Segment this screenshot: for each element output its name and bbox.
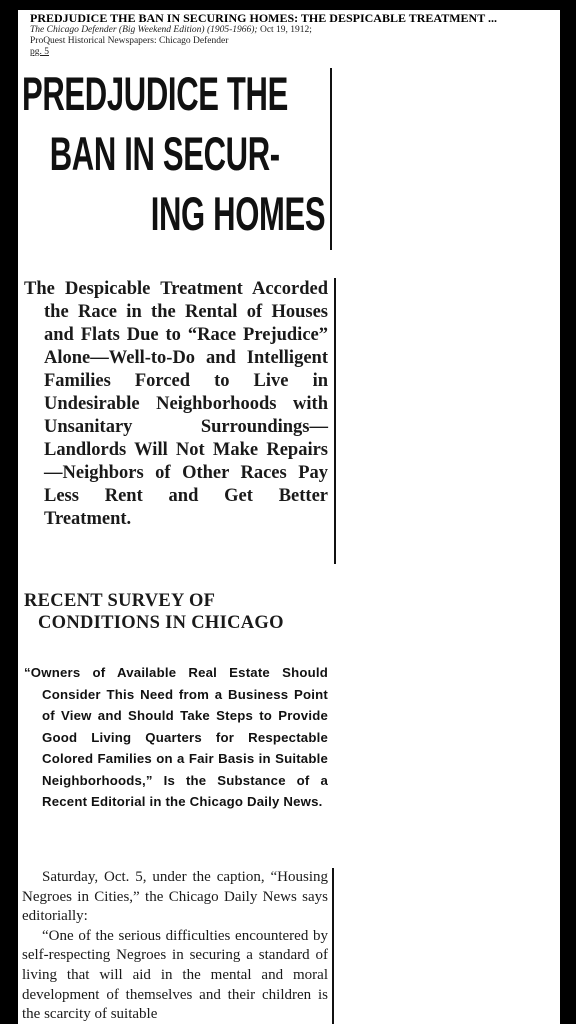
citation-page: pg. 5 (30, 47, 49, 57)
section-heading (24, 590, 332, 634)
editorial-summary (24, 662, 328, 813)
citation-source (30, 25, 550, 36)
section-heading-line-1: RECENT SURVEY OF (24, 591, 216, 611)
section-heading-line-2: CONDITIONS IN CHICAGO (38, 613, 284, 633)
deck-subheadline (24, 278, 328, 531)
body-paragraph-2: “One of the serious difficulties encountered by self-respecting Negroes in securing a standard of living that will aid in the mental and moral development of themselves and their children is the scarcity of suitable (22, 927, 328, 1023)
citation-title: PREDJUDICE THE BAN IN SECURING HOMES: THE DESPICABLE TREATMENT ... (30, 11, 497, 25)
citation-source-name: The Chicago Defender (Big Weekend Edition) (1905-1966); (30, 25, 258, 35)
citation-header (30, 12, 550, 58)
headline-line-1: PREDJUDICE THE (22, 67, 288, 120)
editorial-summary-text: “Owners of Available Real Estate Should Consider This Need from a Business Point of View and Should Take Steps to Provide Good Living Quarters for Respectable Colored Families on a Fair Basis in Suitable Neighborhoods,” Is the Substance of a Recent Editorial in the Chicago Daily News. (24, 665, 328, 809)
headline (22, 64, 326, 244)
headline-line-3: ING HOMES (150, 187, 326, 240)
column-rule-body (332, 868, 334, 1024)
citation-source-date: Oct 19, 1912; (257, 25, 312, 35)
newspaper-page (18, 10, 560, 1024)
body-paragraph-1: Saturday, Oct. 5, under the caption, “Housing Negroes in Cities,” the Chicago Daily News says editorially: (22, 869, 328, 925)
column-rule-headline (330, 68, 332, 250)
article-body (22, 868, 328, 1024)
headline-line-2: BAN IN SECUR- (49, 127, 280, 180)
deck-text: The Despicable Treatment Accorded the Race in the Rental of Houses and Flats Due to “Race Prejudice” Alone—Well-to-Do and Intelligent Families Forced to Live in Undesirable Neighborhoods with Unsanitary Surroundings—Landlords Will Not Make Repairs—Neighbors of Other Races Pay Less Rent and Get Better Treatment. (24, 279, 328, 529)
column-rule-deck (334, 278, 336, 564)
citation-database: ProQuest Historical Newspapers: Chicago Defender (30, 36, 229, 46)
